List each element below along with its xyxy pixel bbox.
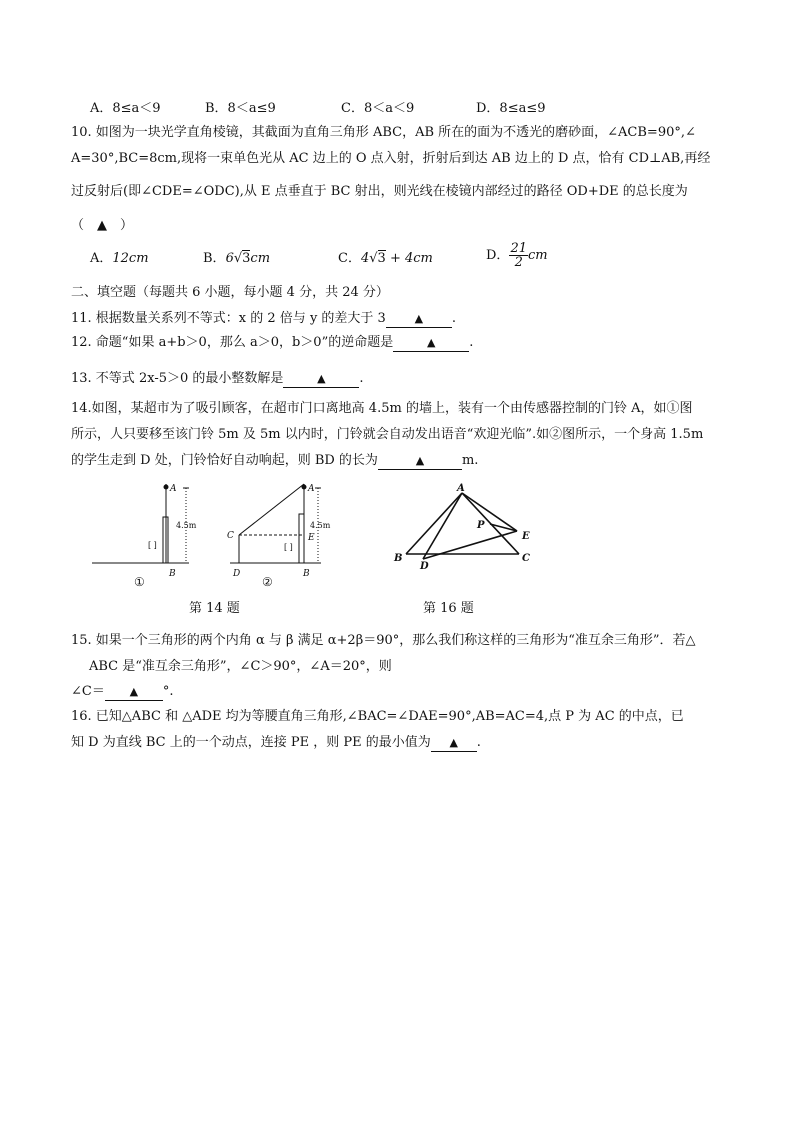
q12-blank xyxy=(393,335,469,352)
q10-option-b-coef: 6 xyxy=(225,251,234,266)
figure-3 xyxy=(393,483,530,572)
q10-option-a-value: 12cm xyxy=(112,251,149,266)
q10-line-1: 10. 如图为一块光学直角棱镜，其截面为直角三角形 ABC，AB 所在的面为不透光的磨砂面，∠ACB=90°,∠ xyxy=(71,125,696,140)
q16-line-1: 16. 已知△ABC 和 △ADE 均为等腰直角三角形,∠BAC=∠DAE=90°,AB=AC=4,点 P 为 AC 的中点，已 xyxy=(71,709,684,724)
q10-option-b-label: B． xyxy=(203,251,226,266)
fig1-label-b: B xyxy=(169,569,176,579)
q13-blank-marker: ▲ xyxy=(317,372,326,385)
q10-option-b-root: 3 xyxy=(242,251,251,266)
figure-1 xyxy=(92,484,197,589)
q10-option-d-num: 21 xyxy=(510,241,527,256)
q13-blank xyxy=(283,371,359,388)
fig2-door-label: [ ] xyxy=(284,543,293,552)
q10-option-d-unit: cm xyxy=(527,248,548,263)
caption-question-16: 第 16 题 xyxy=(423,601,474,616)
fig2-line-ca xyxy=(239,484,304,535)
q12-text: 12. 命题“如果 a+b＞0，那么 a＞0，b＞0”的逆命题是 xyxy=(71,335,394,350)
q14-blank-marker: ▲ xyxy=(415,454,425,467)
fig2-label-d: D xyxy=(233,569,241,579)
q9-option-b: B．8＜a≤9 xyxy=(205,101,276,116)
caption-question-14: 第 14 题 xyxy=(189,601,240,616)
fig1-bell-icon xyxy=(164,485,168,489)
q14-end: m. xyxy=(461,453,479,468)
fig3-label-p: P xyxy=(477,520,485,531)
q11 xyxy=(71,310,456,328)
fig1-label-a: A xyxy=(170,484,177,494)
q13-end: . xyxy=(359,371,364,386)
q9-option-d: D．8≤a≤9 xyxy=(476,101,546,116)
q9-option-a: A．8≤a＜9 xyxy=(90,101,161,116)
q10-answer-paren: （ ▲ ） xyxy=(71,218,133,233)
q13 xyxy=(71,370,364,388)
q14-line-2: 所示，人只要移至该门铃 5m 及 5m 以内时，门铃就会自动发出语音“欢迎光临”.如②图所示，一个身高 1.5m xyxy=(71,427,704,442)
q15-blank-marker: ▲ xyxy=(129,685,139,698)
q10-option-c-label: C． xyxy=(338,251,361,266)
figures-area xyxy=(0,470,794,620)
q10-line-2: A=30°,BC=8cm,现将一束单色光从 AC 边上的 O 点入射，折射后到达 AB 边上的 D 点，恰有 CD⊥AB,再经 xyxy=(71,151,711,166)
q12-blank-marker: ▲ xyxy=(426,336,436,349)
q10-option-c-root: 3 xyxy=(377,251,386,266)
q15-line-2: ABC 是“准互余三角形”，∠C＞90°，∠A＝20°，则 xyxy=(89,659,392,674)
fig3-line-ab xyxy=(406,493,462,554)
q11-end: . xyxy=(451,311,456,326)
fig1-height-label: 4.5m xyxy=(176,521,197,530)
q9-option-c: C．8＜a＜9 xyxy=(341,101,415,116)
q10-option-c xyxy=(338,250,433,268)
fig3-line-ae xyxy=(462,493,517,531)
fig2-label-e: E xyxy=(308,533,315,543)
q14-text: 的学生走到 D 处，门铃恰好自动响起，则 BD 的长为 xyxy=(71,453,378,468)
fig3-label-c: C xyxy=(522,553,530,564)
fig2-height-label: 4.5m xyxy=(310,521,331,530)
q11-blank-marker: ▲ xyxy=(414,312,424,325)
q13-text: 13. 不等式 2x-5＞0 的最小整数解是 xyxy=(71,371,284,386)
q16-line-2 xyxy=(71,734,481,752)
fig2-label-a: A xyxy=(308,484,315,494)
fig1-door-label: [ ] xyxy=(148,541,157,550)
q15-line-1: 15. 如果一个三角形的两个内角 α 与 β 满足 α+2β＝90°，那么我们称这样的三角形为“准互余三角形”．若△ xyxy=(71,633,696,648)
fig2-wall xyxy=(299,514,304,563)
q14-blank xyxy=(378,453,462,470)
q15-line-3 xyxy=(71,683,173,701)
q10-option-a xyxy=(90,250,149,268)
fig3-label-a: A xyxy=(457,483,465,494)
fig2-bell-icon xyxy=(302,485,306,489)
q12-end: . xyxy=(469,335,474,350)
fig3-label-b: B xyxy=(394,553,403,564)
sqrt-icon: √ xyxy=(369,251,378,266)
q10-option-d-label: D． xyxy=(486,248,510,263)
fig2-label-b: B xyxy=(303,569,310,579)
fig2-number: ② xyxy=(262,575,273,589)
q16-blank xyxy=(431,735,477,752)
q12 xyxy=(71,334,473,352)
q14-line-3 xyxy=(71,452,478,470)
q10-option-a-label: A． xyxy=(90,251,113,266)
q14-line-1: 14.如图，某超市为了吸引顾客，在超市门口离地高 4.5m 的墙上，装有一个由传感器控制的门铃 A，如①图 xyxy=(71,401,693,416)
q10-option-b-unit: cm xyxy=(250,251,271,266)
section-2-heading: 二、填空题（每题共 6 小题，每小题 4 分，共 24 分） xyxy=(71,285,389,300)
q10-option-d xyxy=(486,242,548,269)
q15-blank xyxy=(105,684,163,701)
figure-2 xyxy=(227,484,331,589)
sqrt-icon: √ xyxy=(233,251,243,266)
q15-end: °. xyxy=(162,684,174,699)
q16-blank-marker: ▲ xyxy=(449,736,458,749)
q16-text: 知 D 为直线 BC 上的一个动点，连接 PE ，则 PE 的最小值为 xyxy=(71,735,431,750)
q10-option-c-coef: 4 xyxy=(360,251,370,266)
q10-line-3: 过反射后(即∠CDE=∠ODC),从 E 点垂直于 BC 射出，则光线在棱镜内部经过的路径 OD+DE 的总长度为 xyxy=(71,184,688,199)
q10-option-c-rest: + 4cm xyxy=(385,251,433,266)
q10-option-b xyxy=(203,250,270,268)
fig1-number: ① xyxy=(134,575,145,589)
fig3-label-e: E xyxy=(522,531,530,542)
q11-text: 11. 根据数量关系列不等式：x 的 2 倍与 y 的差大于 3 xyxy=(71,311,386,326)
q10-option-d-fraction xyxy=(509,242,528,269)
q11-blank xyxy=(386,311,452,328)
q10-option-d-den: 2 xyxy=(514,255,523,270)
q15-text: ∠C＝ xyxy=(71,684,105,699)
q16-end: . xyxy=(476,735,481,750)
fig2-label-c: C xyxy=(227,531,234,541)
fig3-label-d: D xyxy=(420,561,429,572)
